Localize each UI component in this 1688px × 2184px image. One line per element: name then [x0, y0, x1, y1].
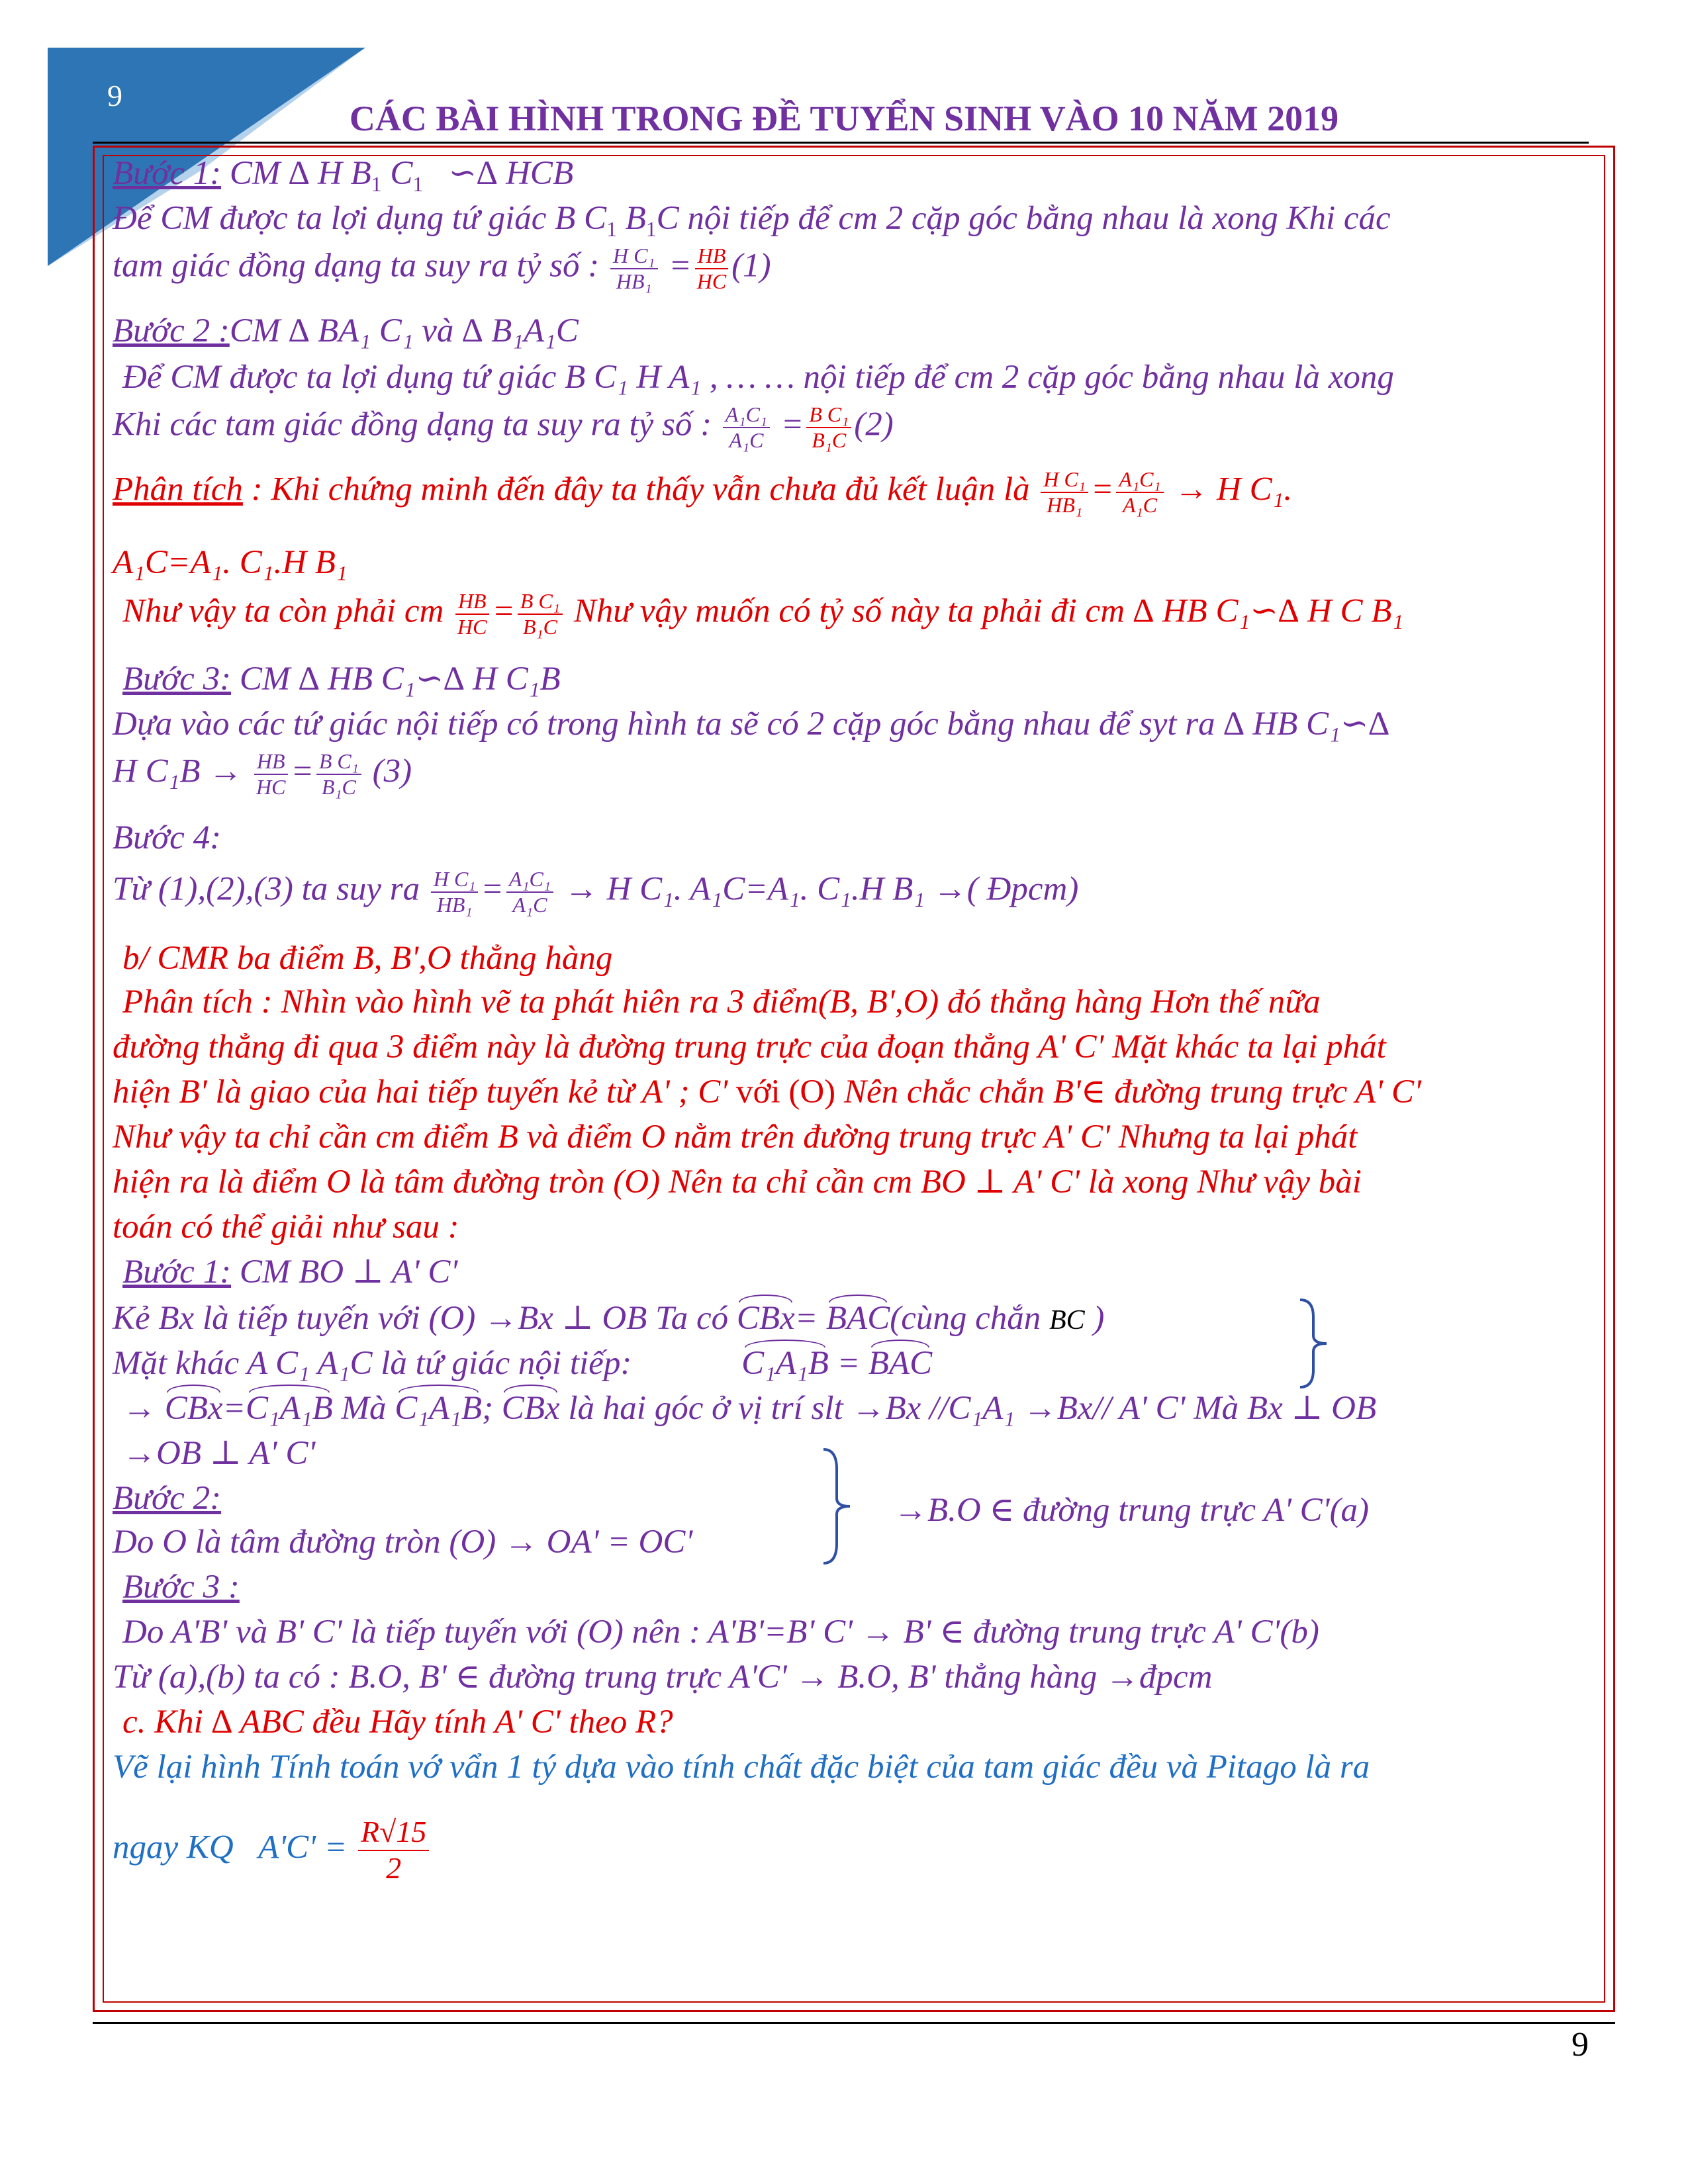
ratio-1-den: HB₁ — [616, 269, 652, 293]
analysis-label: Phân tích — [113, 471, 243, 508]
analysis-b-1-text: Phân tích : Nhìn vào hình vẽ ta phát hiên ra 3 điểm(B, B',O) đó thẳng hàng Hơn thế nữa — [122, 983, 1321, 1021]
ratio-11 — [431, 867, 479, 917]
analysis-end: → H C₁. — [1174, 471, 1293, 508]
ratio-10-num: B C₁ — [316, 749, 361, 775]
angle-bac: BAC — [868, 1343, 932, 1384]
angle-c1a1b: C₁A₁B — [246, 1388, 333, 1429]
equals-sign: = — [837, 1345, 861, 1382]
solution-line-4-text: →OB ⊥ A' C' — [122, 1435, 316, 1472]
ratio-8-num: B C₁ — [518, 589, 563, 615]
solution-line-3 — [122, 1388, 1376, 1429]
line-14-text-a: Từ (1),(2),(3) ta suy ra — [113, 870, 420, 908]
step2-text: CM ∆ BA₁ C₁ và ∆ B₁A₁C — [229, 312, 579, 349]
angle-c1a1b: C₁A₁B — [395, 1388, 482, 1429]
footer-divider — [93, 2022, 1615, 2024]
ratio-9 — [254, 749, 288, 799]
step4-line — [113, 818, 221, 858]
line-11 — [113, 704, 1389, 745]
solution-line-3-text-d: là hai góc ở vị trí slt →Bx //C₁A₁ →Bx// A' C' Mà Bx ⊥ OB — [568, 1390, 1377, 1427]
line-6: Khi các tam giác đồng dạng ta suy ra tỷ số : $\frac{\text{A₁C₁}}{\text{A₁C}}$ = $\frac{\text{B C₁}}{\text{B₁C}}$ (2) — [113, 402, 894, 452]
step3-line — [122, 659, 561, 700]
footer-page-number: 9 — [1571, 2026, 1589, 2064]
analysis-b-5-text: hiện ra là điểm O là tâm đường tròn (O) Nên ta chỉ cần cm BO ⊥ A' C' là xong Như vậy bài — [113, 1163, 1362, 1201]
ratio-2-num: HB — [695, 244, 729, 269]
eq-2-label: (2) — [854, 406, 894, 443]
analysis-b-1 — [122, 982, 1321, 1023]
angle-cbx: CBx — [502, 1388, 560, 1429]
solution-step3-text-2: Từ (a),(b) ta có : B.O, B' ∈ đường trung trực A'C' → B.O, B' thẳng hàng →đpcm — [113, 1659, 1213, 1696]
line-12-text-a: H C₁B → — [113, 752, 243, 790]
solution-step3-line-2 — [113, 1657, 1212, 1698]
ratio-7-num: HB — [455, 589, 489, 615]
line-14: Từ (1),(2),(3) ta suy ra $\frac{\text{H C₁}}{\text{HB₁}}$ = $\frac{\text{A₁C₁}}{\text{A₁C}}$ → H C₁. A₁C=A₁. C₁.H B₁ →( Đpcm) — [113, 867, 1079, 917]
line-2-text-c: C nội tiếp để cm 2 cặp góc bằng nhau là xong Khi các — [656, 200, 1391, 237]
analysis-b-2-text: đường thẳng đi qua 3 điểm này là đường trung trực của đoạn thẳng A' C' Mặt khác ta lại phát — [113, 1028, 1386, 1066]
solution-line-2 — [113, 1343, 932, 1384]
solution-line-2-text: Mặt khác A C₁ A₁C là tứ giác nội tiếp: — [113, 1345, 632, 1382]
ratio-6 — [1116, 467, 1163, 518]
solution-step2 — [113, 1479, 221, 1519]
line-5 — [122, 357, 1394, 398]
solution-line-1-close: ) — [1093, 1300, 1105, 1337]
result-fraction — [358, 1815, 429, 1886]
eq-3-label: (3) — [372, 752, 412, 790]
ratio-12 — [506, 867, 553, 917]
semicolon: ; — [482, 1390, 494, 1427]
analysis-b-2 — [113, 1027, 1386, 1068]
ratio-3 — [723, 402, 770, 453]
ratio-4-num: B C₁ — [806, 402, 851, 428]
part-c-line-1-text: Vẽ lại hình Tính toán vớ vẩn 1 tý dựa vào tính chất đặc biệt của tam giác đều và Pitago là ra — [113, 1749, 1370, 1786]
right-brace-1 — [1297, 1297, 1331, 1390]
line-2-text: Để CM được ta lợi dụng tứ giác B C — [113, 200, 607, 237]
analysis-b-3 — [113, 1072, 1421, 1113]
analysis-b-3-text-a: hiện B' là giao của hai tiếp tuyến kẻ từ A' ; C' — [113, 1073, 728, 1111]
line-9-text-b: Như vậy muốn có tỷ số này ta phải đi cm ∆ HB C₁∽∆ H C B₁ — [573, 592, 1404, 630]
solution-step3 — [122, 1567, 240, 1608]
part-c-line-2-text-b: A'C' = — [258, 1829, 348, 1866]
header-page-number: 9 — [107, 79, 122, 113]
ratio-9-num: HB — [254, 749, 288, 775]
line-11-text: Dựa vào các tứ giác nội tiếp có trong hình ta sẽ có 2 cặp góc bằng nhau để syt ra ∆ HB C₁∽∆ — [113, 705, 1389, 743]
line-14-text-b: → H C₁. A₁C=A₁. C₁.H B₁ →( Đpcm) — [564, 870, 1079, 908]
analysis-b-3-text-c: Nên chắc chắn B'∈ đường trung trực A' C' — [843, 1073, 1421, 1111]
part-c-title — [122, 1702, 673, 1743]
eq-1-label: (1) — [731, 247, 771, 285]
solution-step2-conclusion-text: →B.O ∈ đường trung trực A' C'(a) — [894, 1492, 1370, 1529]
solution-line-1-text: Kẻ Bx là tiếp tuyến với (O) →Bx ⊥ OB Ta có — [113, 1300, 729, 1337]
step1-text2: C — [390, 155, 413, 192]
solution-step2-line — [113, 1522, 692, 1563]
ratio-2-den: HC — [696, 269, 727, 293]
step1-text: CM ∆ H B — [229, 155, 371, 192]
solution-step1-text: CM BO ⊥ A' C' — [239, 1253, 458, 1291]
equals-sign: = — [794, 1300, 818, 1337]
analysis-line: Phân tích : Khi chứng minh đến đây ta thấy vẫn chưa đủ kết luận là $\frac{\text{H C₁}}{\text{HB₁}}$ = $\frac{\text{A₁C₁}}{\text{A₁C}}$ → H C₁. — [113, 467, 1293, 517]
line-2-text-b: B — [625, 200, 646, 237]
ratio-8-den: B₁C — [522, 614, 557, 639]
analysis-b-5 — [113, 1162, 1362, 1203]
ratio-4 — [806, 402, 851, 453]
solution-step2-conclusion — [894, 1490, 1369, 1531]
header-divider — [93, 142, 1589, 144]
solution-step3-label: Bước 3 : — [122, 1569, 240, 1606]
ratio-7-den: HC — [457, 614, 487, 639]
ratio-4-den: B₁C — [812, 428, 847, 452]
ratio-2 — [694, 244, 729, 294]
solution-step3-text-1: Do A'B' và B' C' là tiếp tuyến với (O) nên : A'B'=B' C' → B' ∈ đường trung trực A' C'(b) — [122, 1614, 1319, 1651]
ratio-5-num: H C₁ — [1041, 467, 1088, 493]
step2-label: Bước 2 : — [113, 312, 230, 349]
analysis-text: : Khi chứng minh đến đây ta thấy vẫn chưa đủ kết luận là — [251, 471, 1030, 508]
line-5-text: Để CM được ta lợi dụng tứ giác B C₁ H A₁ , … … nội tiếp để cm 2 cặp góc bằng nhau là xong — [122, 359, 1394, 396]
result-den: 2 — [386, 1850, 402, 1885]
solution-step2-text: Do O là tâm đường tròn (O) → OA' = OC' — [113, 1524, 693, 1561]
line-12: H C₁B → $\frac{HB}{HC}$ = $\frac{\text{B C₁}}{\text{B₁C}}$ (3) — [113, 749, 412, 799]
ratio-1 — [610, 244, 658, 294]
ratio-10-den: B₁C — [321, 774, 356, 799]
analysis-b-4 — [113, 1117, 1357, 1158]
line-8-text: A₁C=A₁. C₁.H B₁ — [113, 544, 348, 581]
line-3: tam giác đồng dạng ta suy ra tỷ số : $\frac{\text{H C₁}}{\text{HB₁}}$ = $\frac{HB}{HC}$ (1) — [113, 244, 771, 293]
ratio-1-num: H C₁ — [610, 244, 658, 269]
analysis-b-4-text: Như vậy ta chỉ cần cm điểm B và điểm O nằm trên đường trung trực A' C' Nhưng ta lại phát — [113, 1118, 1358, 1156]
solution-line-4 — [122, 1433, 315, 1474]
line-9-text-a: Như vậy ta còn phải cm — [122, 592, 444, 630]
page-title: CÁC BÀI HÌNH TRONG ĐỀ TUYỂN SINH VÀO 10 NĂM 2019 — [349, 99, 1339, 138]
part-c-line-2-text-a: ngay KQ — [113, 1829, 234, 1866]
arc-bc-label: BC — [1049, 1305, 1085, 1336]
ratio-3-den: A₁C — [729, 428, 764, 452]
solution-line-1 — [113, 1298, 1104, 1339]
part-c-line-1 — [113, 1747, 1370, 1788]
analysis-b-6 — [113, 1207, 459, 1248]
angle-bac: BAC — [826, 1298, 890, 1339]
ratio-9-den: HC — [256, 774, 286, 799]
ratio-5-den: HB₁ — [1047, 492, 1083, 517]
step4-label: Bước 4: — [113, 819, 222, 856]
angle-cbx: CBx — [165, 1388, 223, 1429]
solution-line-3-text-b: Mà — [341, 1390, 387, 1427]
result-num: R√15 — [358, 1815, 429, 1851]
right-brace-2 — [821, 1447, 854, 1566]
part-b-title-text: b/ CMR ba điểm B, B',O thẳng hàng — [122, 940, 613, 977]
line-9: Như vậy ta còn phải cm $\frac{HB}{HC}$ = $\frac{\text{B C₁}}{\text{B₁C}}$ Như vậy muốn có tỷ số này ta phải đi cm ∆ HB C₁∽∆ H C B₁ — [122, 589, 1404, 639]
solution-step3-line-1 — [122, 1612, 1319, 1653]
analysis-b-6-text: toán có thể giải như sau : — [113, 1208, 459, 1246]
line-6-text: Khi các tam giác đồng dạng ta suy ra tỷ số : — [113, 406, 712, 443]
step1-label: Bước 1: — [113, 155, 222, 192]
solution-step1 — [122, 1252, 457, 1293]
solution-step1-label: Bước 1: — [122, 1253, 232, 1291]
ratio-3-num: A₁C₁ — [723, 402, 770, 428]
step3-label: Bước 3: — [122, 660, 232, 698]
step1-text3: ∽∆ HCB — [448, 155, 574, 192]
arrow: → — [122, 1390, 156, 1427]
line-3-text: tam giác đồng dạng ta suy ra tỷ số : — [113, 247, 600, 285]
ratio-8 — [518, 589, 563, 639]
step1-line: Bước 1: CM ∆ H $B_1$ $C_1$ ∽∆ HCB — [113, 155, 574, 197]
analysis-b-3-text-b: với (O) — [735, 1073, 836, 1111]
line-8 — [113, 543, 348, 583]
solution-line-1-text-b: (cùng chắn — [890, 1300, 1041, 1337]
ratio-12-den: A₁C — [512, 892, 547, 917]
ratio-6-num: A₁C₁ — [1116, 467, 1163, 493]
solution-step2-label: Bước 2: — [113, 1480, 222, 1517]
part-b-title — [122, 938, 612, 979]
angle-c1a1b: C₁A₁B — [741, 1343, 829, 1384]
ratio-5 — [1041, 467, 1088, 518]
ratio-12-num: A₁C₁ — [506, 867, 553, 893]
equals-sign: = — [222, 1390, 246, 1427]
step3-text: CM ∆ HB C₁∽∆ H C₁B — [239, 660, 561, 698]
part-c-line-2 — [113, 1815, 432, 1886]
part-c-title-text: c. Khi ∆ ABC đều Hãy tính A' C' theo R? — [122, 1704, 673, 1741]
ratio-10 — [316, 749, 361, 799]
ratio-11-num: H C₁ — [431, 867, 479, 893]
ratio-7 — [455, 589, 489, 639]
step2-line — [113, 311, 579, 351]
line-2: Để CM được ta lợi dụng tứ giác B $C_1$ $B_1C$ nội tiếp để cm 2 cặp góc bằng nhau là xong Khi các — [113, 200, 1391, 242]
ratio-6-den: A₁C — [1122, 492, 1157, 517]
angle-cbx: CBx — [737, 1298, 795, 1339]
ratio-11-den: HB₁ — [436, 892, 473, 917]
